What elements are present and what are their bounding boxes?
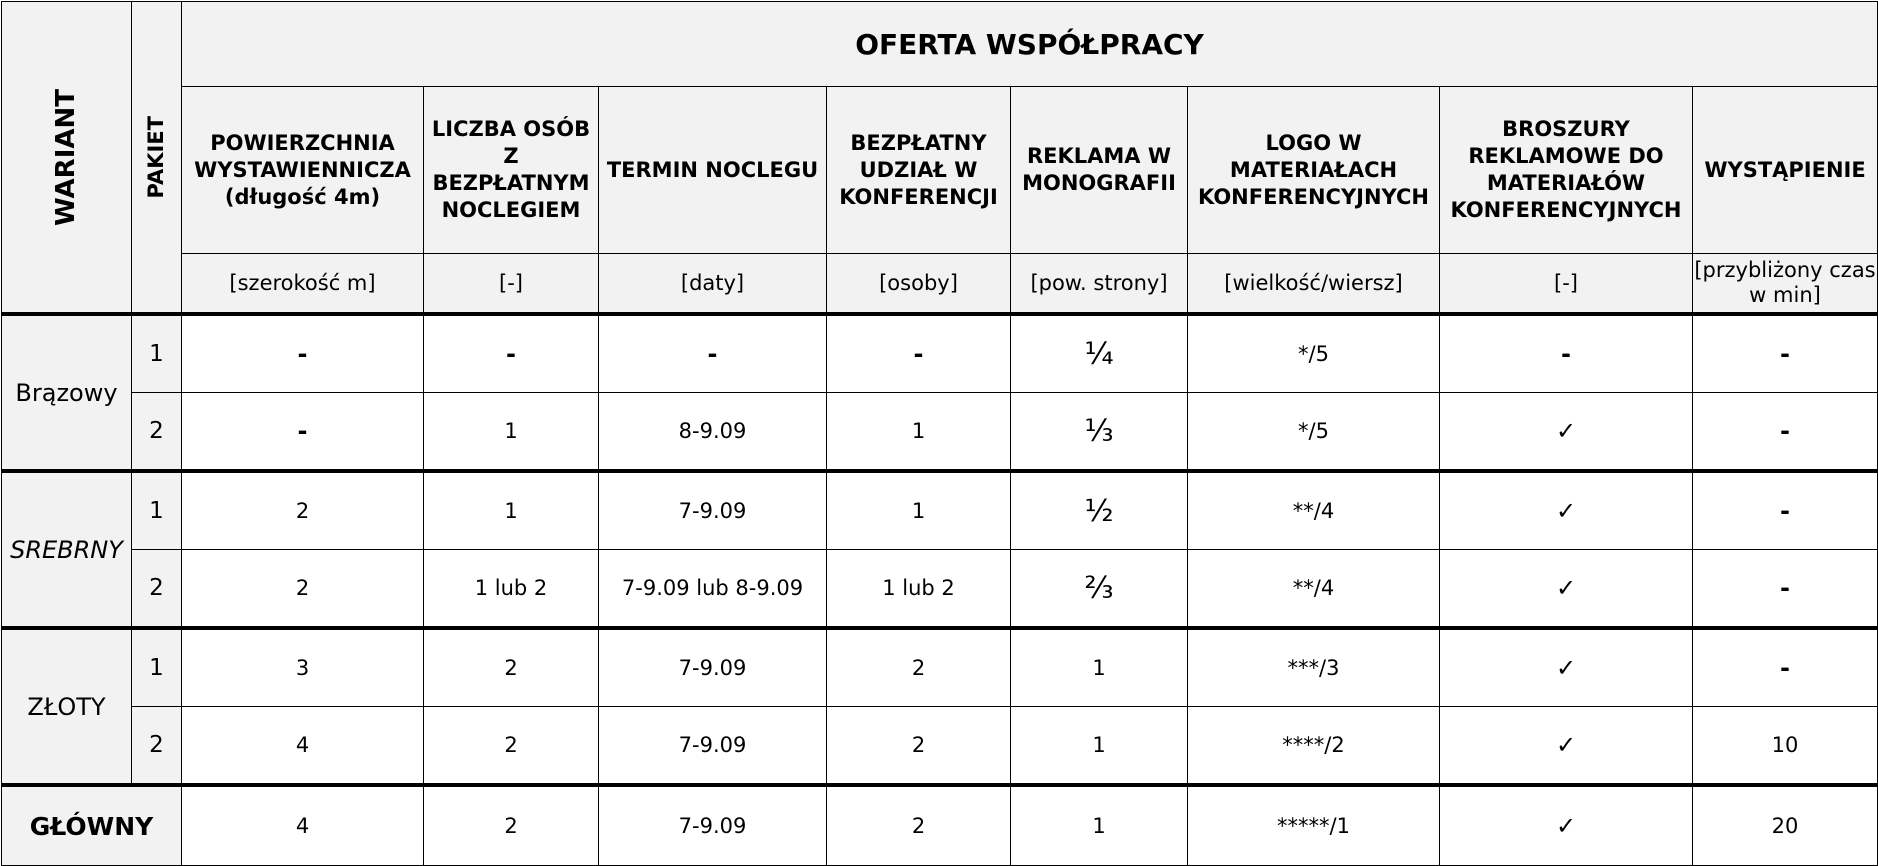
column-header-accommodation-dates: TERMIN NOCLEGU xyxy=(599,87,827,254)
table-cell: - xyxy=(182,393,424,472)
check-mark-icon: ✓ xyxy=(1440,628,1693,707)
unit-brochures: [-] xyxy=(1440,254,1693,315)
table-cell: - xyxy=(599,314,827,393)
table-cell: 4 xyxy=(182,785,424,866)
table-cell: - xyxy=(1693,628,1878,707)
table-cell: 7-9.09 xyxy=(599,707,827,786)
column-header-brochures: BROSZURY REKLAMOWE DO MATERIAŁÓW KONFERENCYJNYCH xyxy=(1440,87,1693,254)
table-cell: 1 xyxy=(424,393,599,472)
pakiet-number: 1 xyxy=(132,471,182,550)
table-cell: **/4 xyxy=(1188,471,1440,550)
column-header-free-participation: BEZPŁATNY UDZIAŁ W KONFERENCJI xyxy=(827,87,1011,254)
table-cell: */5 xyxy=(1188,393,1440,472)
table-cell: 2 xyxy=(182,471,424,550)
table-row xyxy=(2,550,1878,629)
column-header-speech: WYSTĄPIENIE xyxy=(1693,87,1878,254)
table-cell: 1 xyxy=(827,393,1011,472)
check-mark-icon: ✓ xyxy=(1440,393,1693,472)
table-cell: - xyxy=(1693,471,1878,550)
unit-logo: [wielkość/wiersz] xyxy=(1188,254,1440,315)
table-cell: 1 lub 2 xyxy=(827,550,1011,629)
table-cell: ⅓ xyxy=(1011,393,1188,472)
table-cell: 2 xyxy=(424,707,599,786)
table-cell: 10 xyxy=(1693,707,1878,786)
table-row xyxy=(2,314,1878,393)
table-cell: - xyxy=(1693,393,1878,472)
column-header-exhibition-area: POWIERZCHNIA WYSTAWIENNICZA (długość 4m) xyxy=(182,87,424,254)
table-cell: 7-9.09 xyxy=(599,628,827,707)
pakiet-header-label: PAKIET xyxy=(144,115,168,199)
pakiet-number: 2 xyxy=(132,550,182,629)
table-cell: **/4 xyxy=(1188,550,1440,629)
offer-table xyxy=(1,1,1878,866)
unit-accommodation-dates: [daty] xyxy=(599,254,827,315)
table-cell: 1 xyxy=(827,471,1011,550)
check-mark-icon: ✓ xyxy=(1440,785,1693,866)
variant-name-zloty: ZŁOTY xyxy=(2,628,132,785)
check-mark-icon: ✓ xyxy=(1440,471,1693,550)
table-cell: - xyxy=(827,314,1011,393)
table-row xyxy=(2,785,1878,866)
unit-exhibition-area: [szerokość m] xyxy=(182,254,424,315)
table-cell: 3 xyxy=(182,628,424,707)
table-cell: 2 xyxy=(424,628,599,707)
pakiet-number: 2 xyxy=(132,393,182,472)
unit-speech: [przybliżony czas w min] xyxy=(1693,254,1878,315)
table-cell: ¼ xyxy=(1011,314,1188,393)
check-mark-icon: ✓ xyxy=(1440,707,1693,786)
table-title: OFERTA WSPÓŁPRACY xyxy=(182,2,1878,87)
table-cell: */5 xyxy=(1188,314,1440,393)
table-row xyxy=(2,471,1878,550)
unit-free-accommodation: [-] xyxy=(424,254,599,315)
table-cell: 7-9.09 lub 8-9.09 xyxy=(599,550,827,629)
table-cell: 1 xyxy=(424,471,599,550)
table-cell: - xyxy=(1440,314,1693,393)
column-header-monograph-ad: REKLAMA W MONOGRAFII xyxy=(1011,87,1188,254)
variant-header xyxy=(2,2,132,315)
unit-free-participation: [osoby] xyxy=(827,254,1011,315)
table-cell: 2 xyxy=(827,628,1011,707)
column-header-logo: LOGO W MATERIAŁACH KONFERENCYJNYCH xyxy=(1188,87,1440,254)
table-cell: 4 xyxy=(182,707,424,786)
check-mark-icon: ✓ xyxy=(1440,550,1693,629)
table-cell: 1 lub 2 xyxy=(424,550,599,629)
table-row xyxy=(2,707,1878,786)
table-cell: ½ xyxy=(1011,471,1188,550)
table-cell: ****/2 xyxy=(1188,707,1440,786)
table-cell: 20 xyxy=(1693,785,1878,866)
table-cell: 7-9.09 xyxy=(599,471,827,550)
table-cell: 2 xyxy=(182,550,424,629)
variant-name-srebrny: SREBRNY xyxy=(2,471,132,628)
table-cell: - xyxy=(1693,314,1878,393)
table-cell: - xyxy=(1693,550,1878,629)
table-cell: 1 xyxy=(1011,628,1188,707)
table-row xyxy=(2,628,1878,707)
pakiet-header xyxy=(132,2,182,315)
table-cell: *****/1 xyxy=(1188,785,1440,866)
table-cell: 7-9.09 xyxy=(599,785,827,866)
table-cell: 1 xyxy=(1011,707,1188,786)
column-header-free-accommodation: LICZBA OSÓB Z BEZPŁATNYM NOCLEGIEM xyxy=(424,87,599,254)
table-cell: ***/3 xyxy=(1188,628,1440,707)
pakiet-number: 2 xyxy=(132,707,182,786)
table-row xyxy=(2,393,1878,472)
pakiet-number: 1 xyxy=(132,628,182,707)
table-cell: - xyxy=(182,314,424,393)
variant-name-brazowy: Brązowy xyxy=(2,314,132,471)
table-cell: 2 xyxy=(827,785,1011,866)
table-cell: 1 xyxy=(1011,785,1188,866)
variant-header-label: WARIANT xyxy=(51,88,81,226)
table-cell: - xyxy=(424,314,599,393)
table-cell: 8-9.09 xyxy=(599,393,827,472)
pakiet-number: 1 xyxy=(132,314,182,393)
table-cell: 2 xyxy=(424,785,599,866)
table-cell: 2 xyxy=(827,707,1011,786)
unit-monograph-ad: [pow. strony] xyxy=(1011,254,1188,315)
table-cell: ⅔ xyxy=(1011,550,1188,629)
variant-name-glowny: GŁÓWNY xyxy=(2,785,182,866)
